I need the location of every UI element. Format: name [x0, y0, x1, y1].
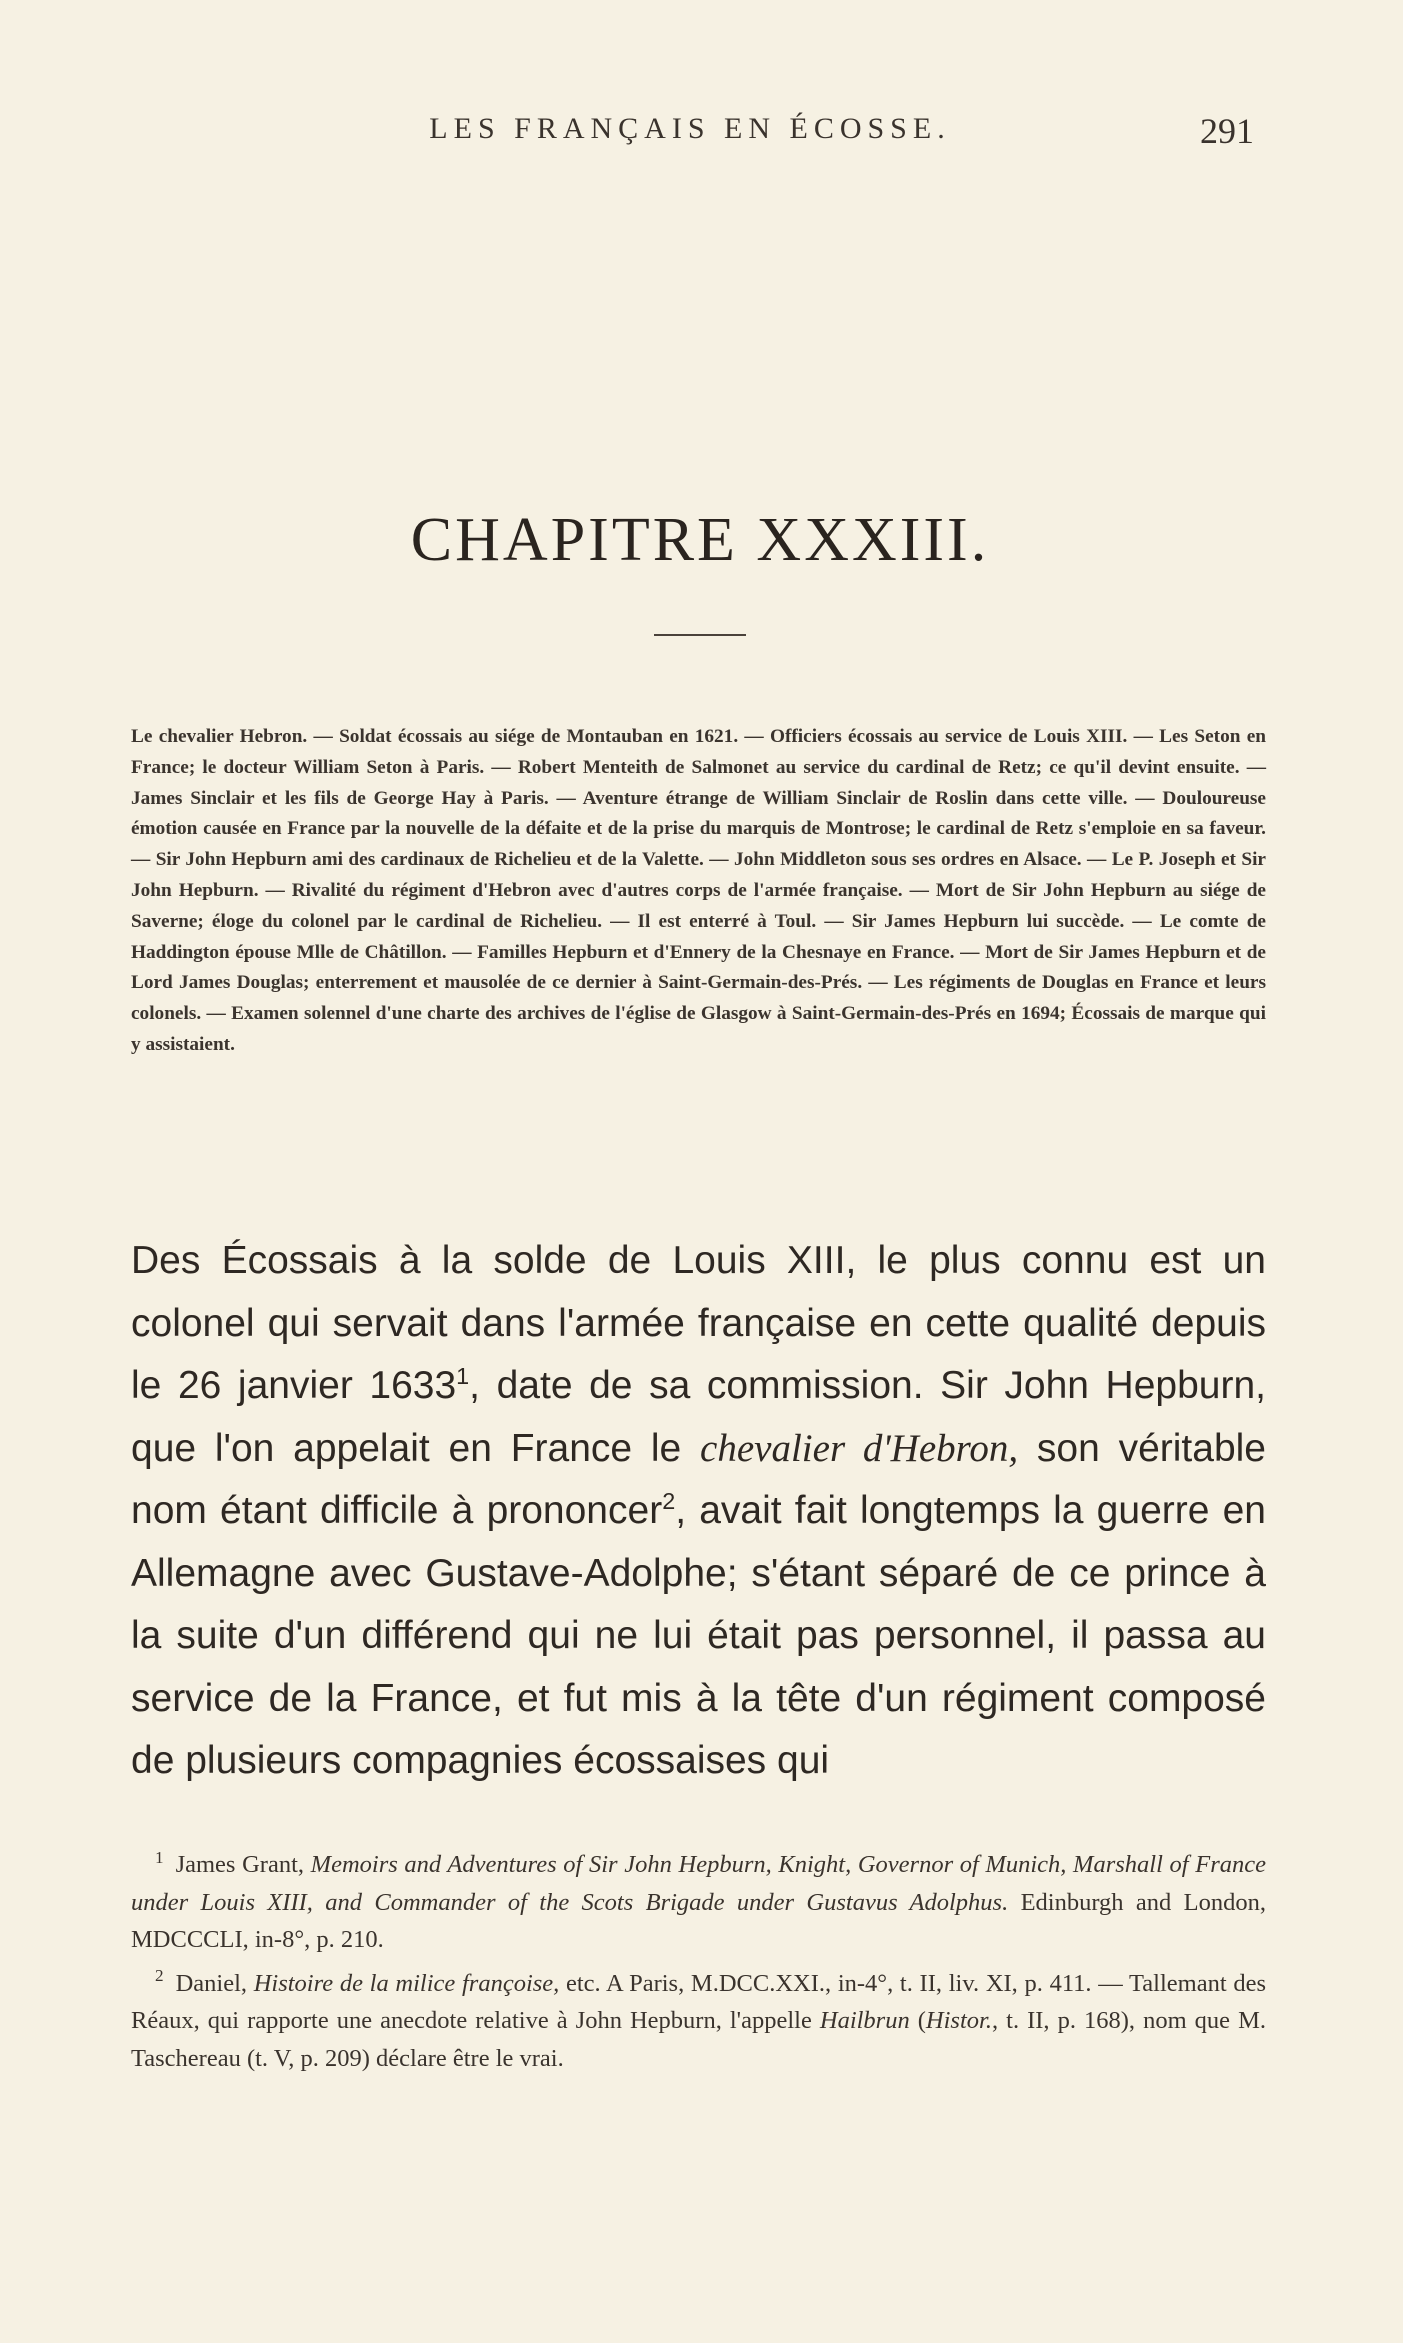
footnote-text: Edinburgh and London, MDCCCLI, in-8°, p. 210. [131, 1888, 1266, 1953]
chapter-summary: Le chevalier Hebron. — Soldat écossais au siége de Montauban en 1621. — Officiers écossais au service de Louis XIII. — Les Seton en France; le docteur William Seton à Paris. — Robert Menteith de Salmonet au service du cardinal de Retz; ce qu'il devint ensuite. — James Sinclair et les fils de George Hay à Paris. — Aventure étrange de William Sinclair de Roslin dans cette ville. — Douloureuse émotion causée en France par la nouvelle de la défaite et de la prise du marquis de Montrose; le cardinal de Retz s'emploie en sa faveur. — Sir John Hepburn ami des cardinaux de Richelieu et de la Valette. — John Middleton sous ses ordres en Alsace. — Le P. Joseph et Sir John Hepburn. — Rivalité du régiment d'Hebron avec d'autres corps de l'armée française. — Mort de Sir John Hepburn au siége de Saverne; éloge du colonel par le cardinal de Richelieu. — Il est enterré à Toul. — Sir James Hepburn lui succède. — Le comte de Haddington épouse Mlle de Châtillon. — Familles Hepburn et d'Ennery de la Chesnaye en France. — Mort de Sir James Hepburn et de Lord James Douglas; enterrement et mausolée de ce dernier à Saint-Germain-des-Prés. — Les régiments de Douglas en France et leurs colonels. — Examen solennel d'une charte des archives de l'église de Glasgow à Saint-Germain-des-Prés en 1694; Écossais de marque qui y assistaient. [131, 726, 1266, 1055]
footnote-text: James Grant, [175, 1851, 311, 1878]
footnote-marker: 1 [155, 1847, 164, 1867]
chapter-title: CHAPITRE XXXIII. [410, 506, 990, 574]
footnote-text: etc. A Paris, M.DCC.XXI., in-4°, t. II, liv. XI, p. 411. — Tallemant des Réaux, qui rapporte une anecdote relative à John Hepburn, l'appelle [131, 1969, 1266, 2034]
footnote-2 [131, 1965, 1266, 2078]
footnote-title: Memoirs and Adventures of Sir John Hepburn, Knight, Governor of Munich, Marshall of France under Louis XIII, and Commander of the Scots Brigade under Gustavus Adolphus. [131, 1851, 1266, 1916]
page-number: 291 [1200, 111, 1254, 151]
footnote-ref-1[interactable]: 1 [456, 1363, 470, 1389]
body-text-part: Des Écossais à la solde de Louis XIII, le plus connu est un colonel qui servait dans l'armée française en cette qualité depuis le 26 janvier 1633 [131, 1239, 1266, 1407]
footnote-text: , t. II, p. 168), nom que M. Taschereau (t. V, p. 209) déclare être le vrai. [131, 2007, 1266, 2072]
italic-name: chevalier d'Hebron, [700, 1426, 1019, 1470]
footnote-ref-2[interactable]: 2 [662, 1488, 676, 1514]
footnote-italic: Histor. [925, 2007, 992, 2034]
body-paragraph [131, 1230, 1266, 1793]
body-text-part: , avait fait longtemps la guerre en Allemagne avec Gustave-Adolphe; s'étant séparé de ce prince à la suite d'un différend qui ne lui était pas personnel, il passa au service de la France, et fut mis à la tête d'un régiment composé de plusieurs compagnies écossaises qui [131, 1489, 1266, 1782]
footnotes [131, 1846, 1266, 2083]
footnote-italic: Hailbrun [819, 2007, 910, 2034]
footnote-title: Histoire de la milice françoise, [253, 1969, 560, 1997]
body-text-part: , date de sa commission. Sir John Hepburn, que l'on appelait en France le [131, 1364, 1266, 1470]
footnote-marker: 2 [155, 1966, 164, 1986]
running-title: LES FRANÇAIS EN ÉCOSSE. [429, 112, 951, 145]
title-divider [654, 634, 746, 636]
body-text-part: son véritable nom étant difficile à prononcer [131, 1426, 1266, 1532]
footnote-text: ( [909, 2007, 926, 2034]
footnote-1 [131, 1846, 1266, 1959]
footnote-text: Daniel, [175, 1969, 254, 1997]
